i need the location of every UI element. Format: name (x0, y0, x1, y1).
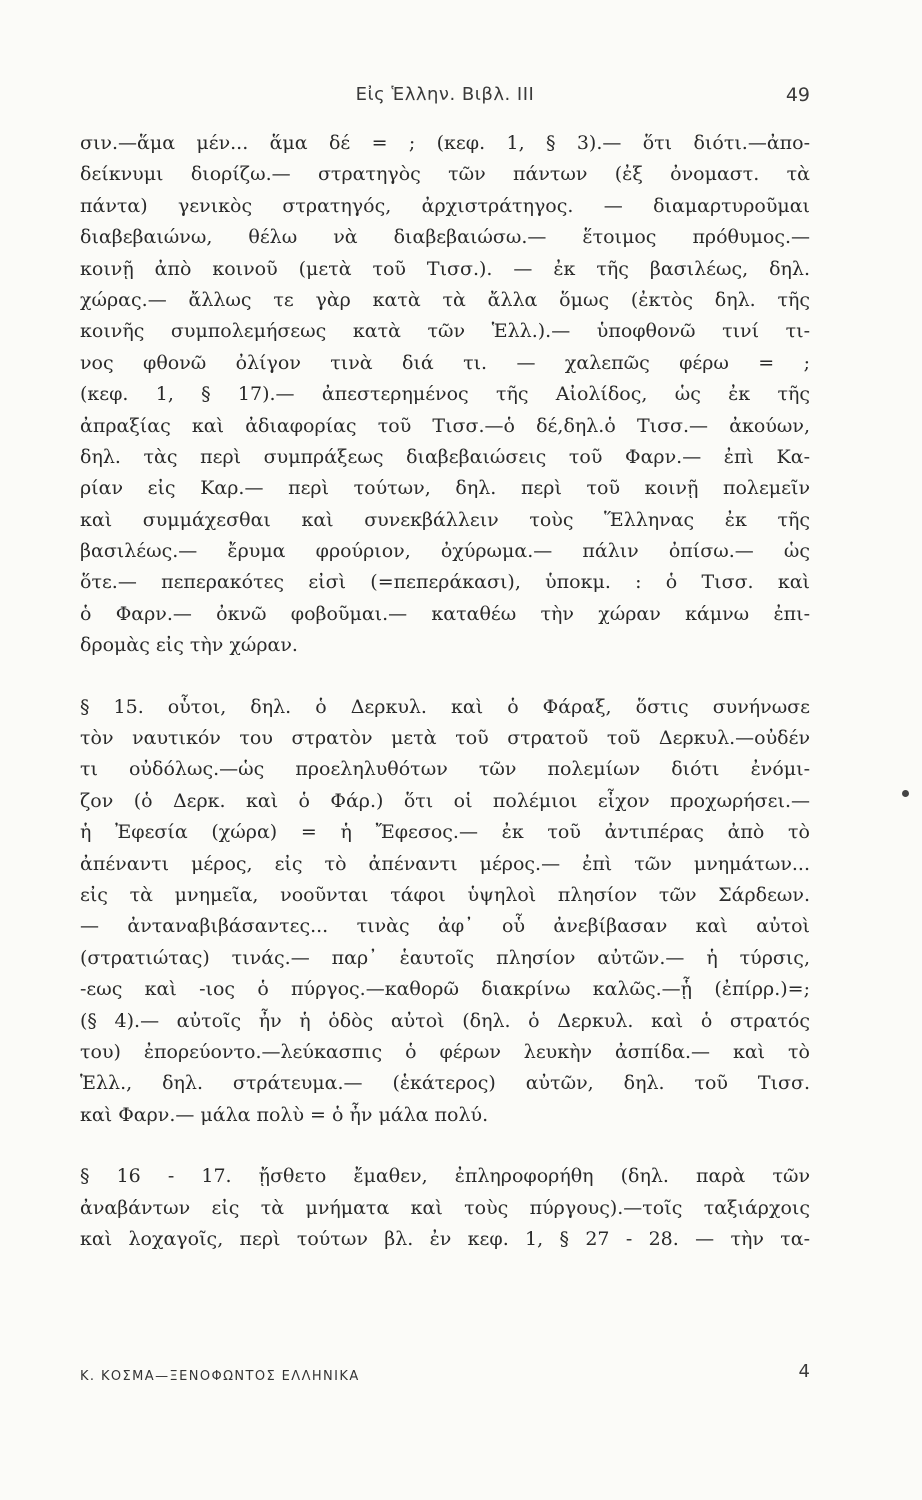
text-line: διαβεβαιώνω, θέλω νὰ διαβεβαιώσω.— ἕτοιμος πρόθυμος.— (80, 226, 810, 249)
footer-author-title: Κ. ΚΟΣΜΑ—ΞΕΝΟΦΩΝΤΟΣ ΕΛΛΗΝΙΚΑ (80, 1369, 360, 1384)
text-line: κοινῇ ἀπὸ κοινοῦ (μετὰ τοῦ Τισσ.). — ἐκ τῆς βασιλέως, δηλ. (80, 257, 810, 280)
text-line: βασιλέως.— ἔρυμα φρούριον, ὀχύρωμα.— πάλιν ὀπίσω.— ὡς (80, 540, 810, 563)
text-line: τὸν ναυτικόν του στρατὸν μετὰ τοῦ στρατοῦ τοῦ Δερκυλ.—οὐδέν (80, 727, 810, 750)
text-line: πάντα) γενικὸς στρατηγός, ἀρχιστράτηγος. — διαμαρτυροῦμαι (80, 194, 810, 217)
page-number: 49 (785, 84, 810, 106)
text-line: εἰς τὰ μνημεῖα, νοοῦνται τάφοι ὑψηλοὶ πλησίον τῶν Σάρδεων. (80, 883, 810, 906)
text-line: § 16 - 17. ᾔσθετο ἔμαθεν, ἐπληροφορήθη (δηλ. παρὰ τῶν (80, 1165, 810, 1188)
text-line: -εως καὶ -ιος ὁ πύργος.—καθορῶ διακρίνω καλῶς.—ᾗ (ἐπίρρ.)=; (80, 978, 810, 1001)
text-line: καὶ Φαρν.— μάλα πολὺ = ὁ ἦν μάλα πολύ. (80, 1103, 489, 1126)
text-line: κοινῆς συμπολεμήσεως κατὰ τῶν Ἑλλ.).— ὑποφθονῶ τινί τι- (80, 320, 810, 343)
text-line: δηλ. τὰς περὶ συμπράξεως διαβεβαιώσεις τοῦ Φαρν.— ἐπὶ Κα- (80, 445, 810, 468)
text-line: ἡ Ἐφεσία (χώρα) = ἡ Ἔφεσος.— ἐκ τοῦ ἀντιπέρας ἀπὸ τὸ (80, 821, 810, 844)
text-line: — ἀνταναβιβάσαντες... τινὰς ἀφ᾽ οὗ ἀνεβίβασαν καὶ αὐτοὶ (80, 915, 810, 938)
text-line: ἀναβάντων εἰς τὰ μνήματα καὶ τοὺς πύργους).—τοῖς ταξιάρχοις (80, 1196, 810, 1219)
text-line: ρίαν εἰς Καρ.— περὶ τούτων, δηλ. περὶ τοῦ κοινῇ πολεμεῖν (80, 477, 810, 500)
text-line: καὶ λοχαγοῖς, περὶ τούτων βλ. ἐν κεφ. 1, § 27 - 28. — τὴν τα- (80, 1227, 810, 1250)
text-line: νος φθονῶ ὀλίγον τινὰ διά τι. — χαλεπῶς φέρω = ; (80, 351, 810, 374)
text-line: καὶ συμμάχεσθαι καὶ συνεκβάλλειν τοὺς Ἕλληνας ἐκ τῆς (80, 508, 810, 531)
text-line: ἀπέναντι μέρος, εἰς τὸ ἀπέναντι μέρος.— ἐπὶ τῶν μνημάτων... (80, 852, 810, 875)
running-title: Εἰς Ἑλλην. Βιβλ. III (355, 84, 535, 105)
paragraph-gap (80, 662, 810, 692)
text-line: Ἑλλ., δηλ. στράτευμα.— (ἑκάτερος) αὐτῶν, δηλ. τοῦ Τισσ. (80, 1072, 810, 1095)
text-line: του) ἐπορεύοντο.—λεύκασπις ὁ φέρων λευκὴν ἀσπίδα.— καὶ τὸ (80, 1040, 810, 1063)
paragraph-2 (80, 692, 810, 1131)
text-line: ἀπραξίας καὶ ἀδιαφορίας τοῦ Τισσ.—ὁ δέ,δηλ.ὁ Τισσ.— ἀκούων, (80, 414, 810, 437)
text-line: τι οὐδόλως.—ὡς προεληλυθότων τῶν πολεμίων διότι ἐνόμι- (80, 758, 810, 781)
page-header (80, 84, 810, 118)
text-line: σιν.—ἅμα μέν... ἅμα δέ = ; (κεφ. 1, § 3).— ὅτι διότι.—ἀπο- (80, 132, 810, 154)
signature-mark: 4 (798, 1361, 810, 1382)
page-footer (80, 1361, 810, 1395)
paragraph-1 (80, 128, 810, 662)
text-line: δείκνυμι διορίζω.— στρατηγὸς τῶν πάντων (ἐξ ὀνομαστ. τὰ (80, 163, 810, 186)
text-line: ὁ Φαρν.— ὀκνῶ φοβοῦμαι.— καταθέω τὴν χώραν κάμνω ἐπι- (80, 602, 810, 625)
text-line: (στρατιώτας) τινάς.— παρ᾽ ἑαυτοῖς πλησίον αὐτῶν.— ἡ τύρσις, (80, 946, 810, 969)
paragraph-3 (80, 1161, 810, 1255)
text-line: χώρας.— ἄλλως τε γὰρ κατὰ τὰ ἄλλα ὅμως (ἐκτὸς δηλ. τῆς (80, 288, 810, 311)
text-line: ζον (ὁ Δερκ. καὶ ὁ Φάρ.) ὅτι οἱ πολέμιοι εἶχον προχωρήσει.— (80, 789, 810, 812)
text-line: δρομὰς εἰς τὴν χώραν. (80, 634, 298, 657)
margin-ink-dot (902, 790, 909, 797)
text-line: (κεφ. 1, § 17).— ἀπεστερημένος τῆς Αἰολίδος, ὡς ἐκ τῆς (80, 383, 810, 406)
text-line: (§ 4).— αὐτοῖς ἦν ἡ ὁδὸς αὐτοὶ (δηλ. ὁ Δερκυλ. καὶ ὁ στρατός (80, 1009, 810, 1032)
text-line: ὅτε.— πεπερακότες εἰσὶ (=πεπεράκασι), ὑποκμ. : ὁ Τισσ. καὶ (80, 571, 810, 594)
text-line: § 15. οὗτοι, δηλ. ὁ Δερκυλ. καὶ ὁ Φάραξ, ὅστις συνήνωσε (80, 695, 810, 718)
commentary-body (80, 128, 810, 1255)
paragraph-gap (80, 1131, 810, 1161)
